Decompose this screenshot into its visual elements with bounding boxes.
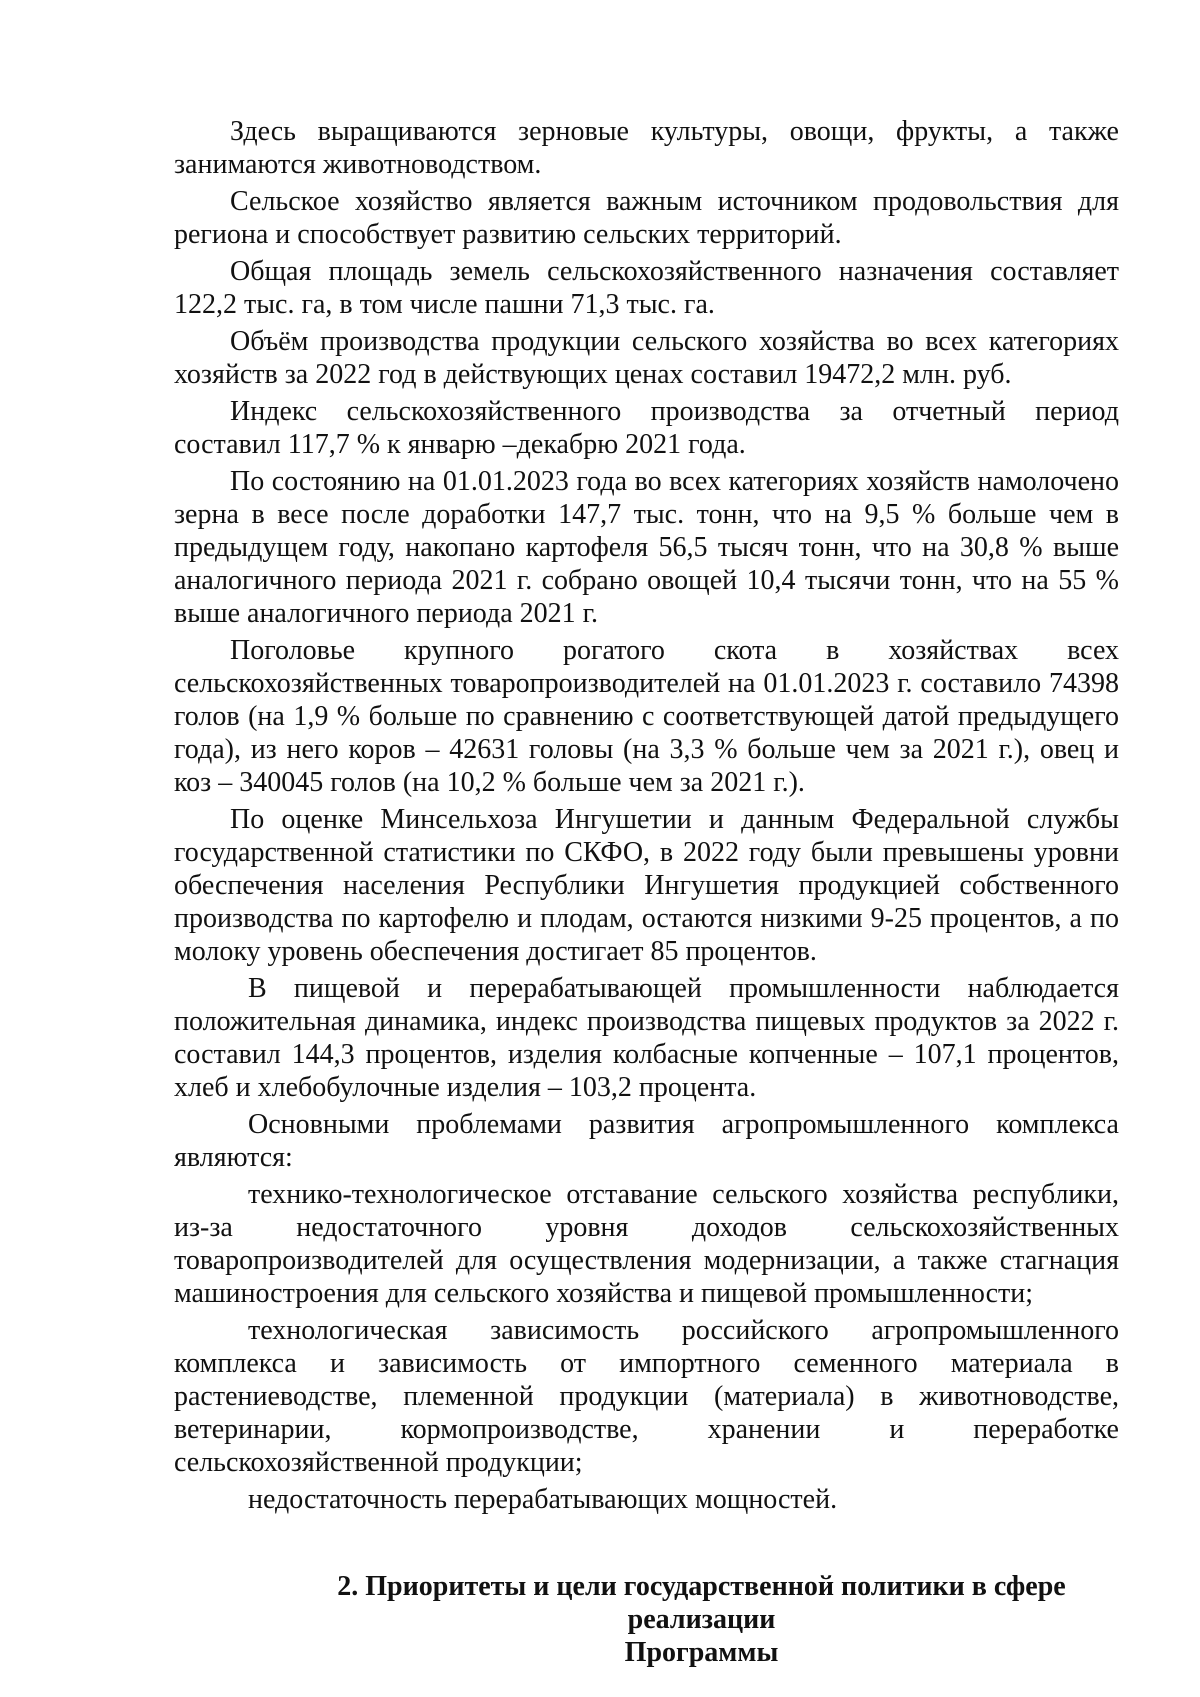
section-heading-line-1: 2. Приоритеты и цели государственной политики в сфере реализации	[337, 1571, 1066, 1635]
paragraph-production-index: Индекс сельскохозяйственного производства за отчетный период составил 117,7 % к январю –декабрю 2021 года.	[174, 396, 1119, 460]
paragraph-problem-import-dependence: технологическая зависимость российского агропромышленного комплекса и зависимость от импортного семенного материала в растениеводстве, племенной продукции (материала) в животноводстве, ветеринарии, кормопроизводстве, хранении и переработке сельскохозяйственной продукции;	[174, 1315, 1119, 1478]
paragraph-agriculture-importance: Сельское хозяйство является важным источником продовольствия для региона и способствует развитию сельских территорий.	[174, 186, 1119, 250]
section-heading	[174, 1570, 1119, 1669]
paragraph-main-problems: Основными проблемами развития агропромышленного комплекса являются:	[174, 1109, 1119, 1173]
paragraph-land-area: Общая площадь земель сельскохозяйственного назначения составляет 122,2 тыс. га, в том числе пашни 71,3 тыс. га.	[174, 256, 1119, 320]
paragraph-production-volume: Объём производства продукции сельского хозяйства во всех категориях хозяйств за 2022 год в действующих ценах составил 19472,2 млн. руб.	[174, 326, 1119, 390]
paragraph-self-sufficiency: По оценке Минсельхоза Ингушетии и данным Федеральной службы государственной статистики по СКФО, в 2022 году были превышены уровни обеспечения населения Республики Ингушетия продукцией собственного производства по картофелю и плодам, остаются низкими 9-25 процентов, а по молоку уровень обеспечения достигает 85 процентов.	[174, 804, 1119, 967]
section-heading-line-2: Программы	[624, 1637, 779, 1668]
document-page	[174, 115, 1119, 1669]
paragraph-problem-technical-lag: технико-технологическое отставание сельского хозяйства республики, из-за недостаточного уровня доходов сельскохозяйственных товаропроизводителей для осуществления модернизации, а также стагнация машиностроения для сельского хозяйства и пищевой промышленности;	[174, 1179, 1119, 1309]
paragraph-problem-processing-capacity: недостаточность перерабатывающих мощностей.	[248, 1484, 838, 1515]
paragraph-crops: Здесь выращиваются зерновые культуры, овощи, фрукты, а также занимаются животноводством.	[174, 116, 1119, 180]
paragraph-livestock: Поголовье крупного рогатого скота в хозяйствах всех сельскохозяйственных товаропроизводителей на 01.01.2023 г. составило 74398 голов (на 1,9 % больше по сравнению с соответствующей датой предыдущего года), из него коров – 42631 головы (на 3,3 % больше чем за 2021 г.), овец и коз – 340045 голов (на 10,2 % больше чем за 2021 г.).	[174, 635, 1119, 798]
paragraph-food-industry: В пищевой и перерабатывающей промышленности наблюдается положительная динамика, индекс производства пищевых продуктов за 2022 г. составил 144,3 процентов, изделия колбасные копченные – 107,1 процентов, хлеб и хлебобулочные изделия – 103,2 процента.	[174, 973, 1119, 1103]
paragraph-harvest: По состоянию на 01.01.2023 года во всех категориях хозяйств намолочено зерна в весе после доработки 147,7 тыс. тонн, что на 9,5 % больше чем в предыдущем году, накопано картофеля 56,5 тысяч тонн, что на 30,8 % выше аналогичного периода 2021 г. собрано овощей 10,4 тысячи тонн, что на 55 % выше аналогичного периода 2021 г.	[174, 466, 1119, 629]
